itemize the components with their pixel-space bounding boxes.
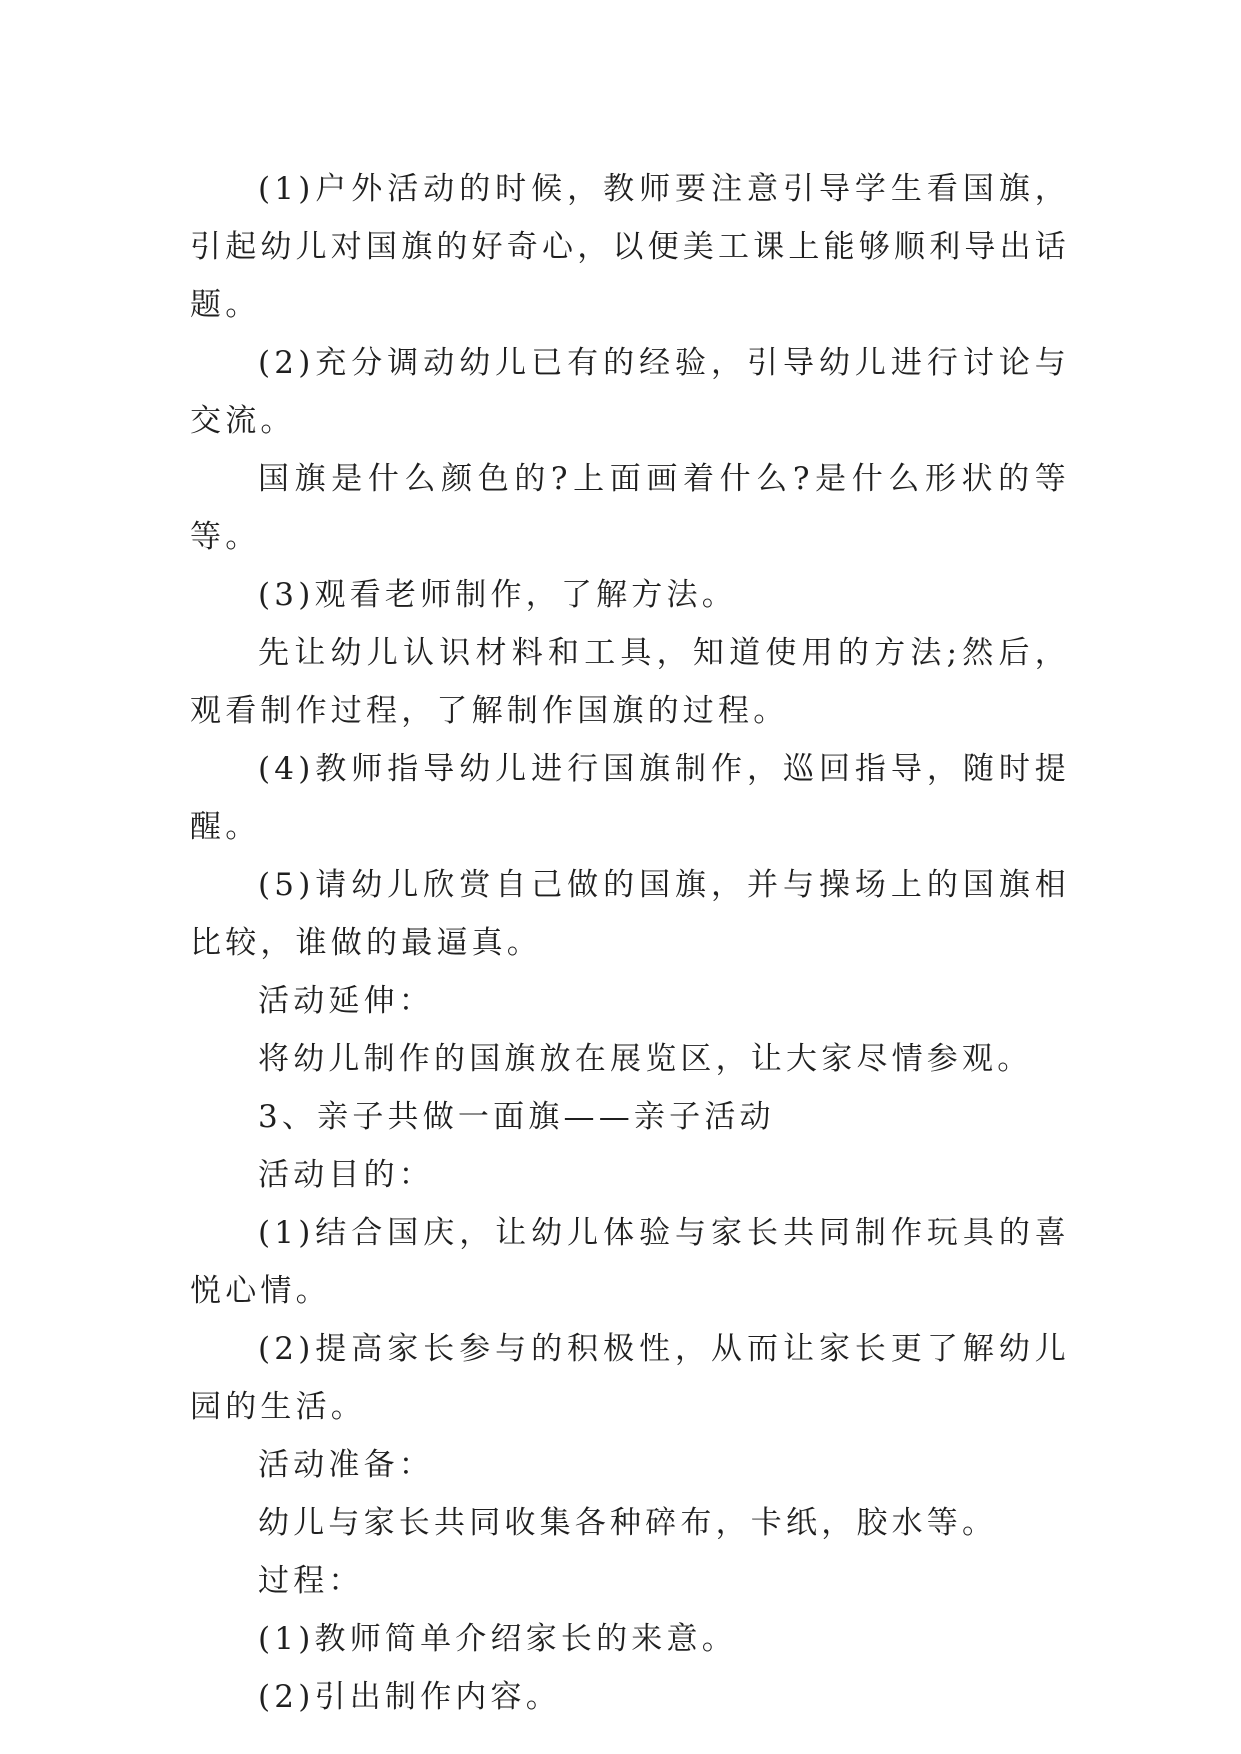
- paragraph-teacher-guidance: (4)教师指导幼儿进行国旗制作，巡回指导，随时提醒。: [190, 751, 1070, 845]
- heading-activity-purpose: 活动目的：: [258, 1157, 434, 1193]
- heading-parent-child-flag: 3、亲子共做一面旗——亲子活动: [258, 1099, 775, 1135]
- paragraph-introduce-parents: (1)教师简单介绍家长的来意。: [258, 1621, 737, 1657]
- paragraph-exhibition-area: 将幼儿制作的国旗放在展览区，让大家尽情参观。: [258, 1041, 1033, 1077]
- document-body: [190, 160, 1070, 1726]
- paragraph-introduce-content: (2)引出制作内容。: [258, 1679, 561, 1715]
- paragraph-watch-teacher: (3)观看老师制作，了解方法。: [258, 577, 737, 613]
- paragraph-collect-materials: 幼儿与家长共同收集各种碎布，卡纸，胶水等。: [258, 1505, 998, 1541]
- paragraph-outdoor-activity: (1)户外活动的时候，教师要注意引导学生看国旗，引起幼儿对国旗的好奇心，以便美工课上能够顺利导出话题。: [190, 171, 1070, 323]
- paragraph-mobilize-experience: (2)充分调动幼儿已有的经验，引导幼儿进行讨论与交流。: [190, 345, 1070, 439]
- paragraph-appreciate-flags: (5)请幼儿欣赏自己做的国旗，并与操场上的国旗相比较，谁做的最逼真。: [190, 867, 1070, 961]
- heading-process: 过程：: [258, 1563, 364, 1599]
- paragraph-national-day-joy: (1)结合国庆，让幼儿体验与家长共同制作玩具的喜悦心情。: [190, 1215, 1070, 1309]
- heading-activity-extension: 活动延伸：: [258, 983, 434, 1019]
- paragraph-materials-tools: 先让幼儿认识材料和工具，知道使用的方法;然后，观看制作过程，了解制作国旗的过程。: [190, 635, 1070, 729]
- paragraph-parent-participation: (2)提高家长参与的积极性，从而让家长更了解幼儿园的生活。: [190, 1331, 1070, 1425]
- heading-activity-preparation: 活动准备：: [258, 1447, 434, 1483]
- paragraph-flag-questions: 国旗是什么颜色的?上面画着什么?是什么形状的等等。: [190, 461, 1070, 555]
